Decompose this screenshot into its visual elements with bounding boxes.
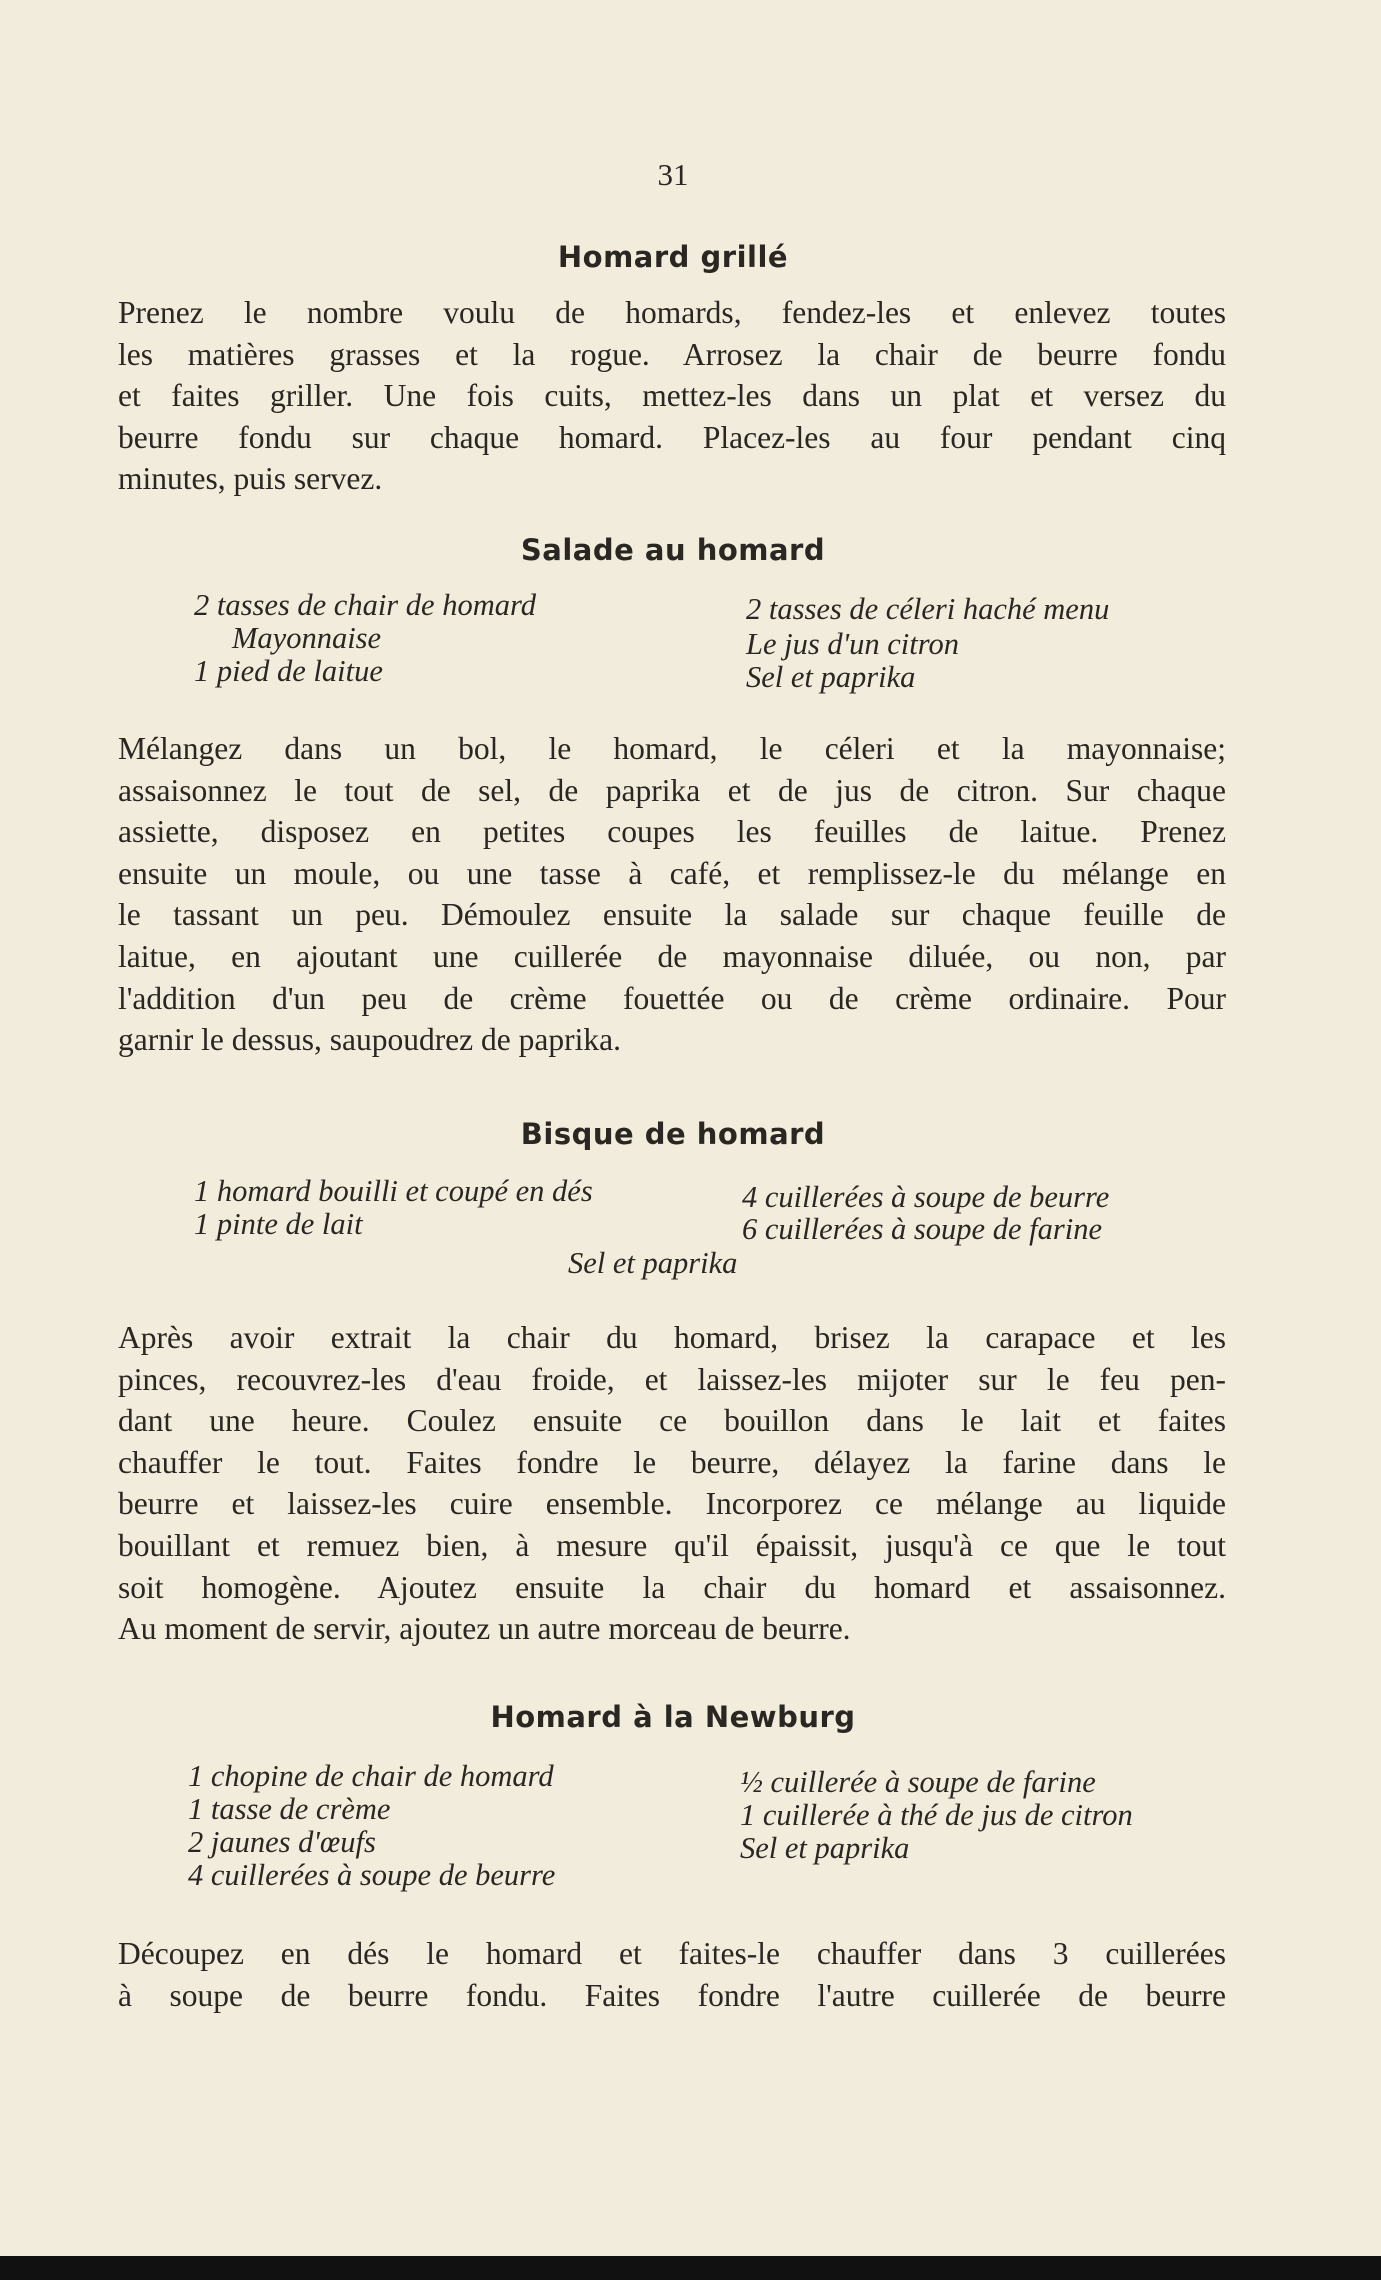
text-line: laitue, en ajoutant une cuillerée de mayonnaise diluée, ou non, par xyxy=(118,938,1226,974)
ingredient: 4 cuillerées à soupe de beurre xyxy=(742,1180,1110,1214)
ingredient: 2 jaunes d'œufs xyxy=(188,1825,376,1859)
text-line: Prenez le nombre voulu de homards, fendez-les et enlevez toutes xyxy=(118,295,1226,330)
ingredient: 1 homard bouilli et coupé en dés xyxy=(194,1174,593,1208)
text-line: beurre fondu sur chaque homard. Placez-les au four pendant cinq xyxy=(118,419,1226,455)
text-line: chauffer le tout. Faites fondre le beurre, délayez la farine dans le xyxy=(118,1444,1226,1480)
scan-bottom-edge xyxy=(0,2256,1381,2280)
ingredient: 1 tasse de crème xyxy=(188,1792,391,1826)
ingredient: ½ cuillerée à soupe de farine xyxy=(740,1765,1096,1799)
ingredient: Le jus d'un citron xyxy=(746,627,959,661)
text-line: soit homogène. Ajoutez ensuite la chair du homard et assaisonnez. xyxy=(118,1569,1226,1605)
ingredient: 4 cuillerées à soupe de beurre xyxy=(188,1858,556,1892)
text-line: Au moment de servir, ajoutez un autre morceau de beurre. xyxy=(118,1611,851,1647)
ingredient: 1 pinte de lait xyxy=(194,1207,363,1241)
recipe-title-salade-au-homard: Salade au homard xyxy=(520,533,826,567)
text-line: Découpez en dés le homard et faites-le chauffer dans 3 cuillerées xyxy=(118,1936,1226,1971)
ingredient: 2 tasses de chair de homard xyxy=(194,588,536,622)
ingredient: 2 tasses de céleri haché menu xyxy=(746,592,1110,626)
text-line: garnir le dessus, saupoudrez de paprika. xyxy=(118,1022,621,1058)
recipe-instructions-salade-au-homard xyxy=(118,728,1226,1061)
recipe-title-homard-newburg: Homard à la Newburg xyxy=(490,1700,856,1734)
text-line: les matières grasses et la rogue. Arrosez la chair de beurre fondu xyxy=(118,336,1226,372)
text-line: bouillant et remuez bien, à mesure qu'il épaissit, jusqu'à ce que le tout xyxy=(118,1527,1226,1563)
ingredient: 1 cuillerée à thé de jus de citron xyxy=(740,1798,1133,1832)
recipe-instructions-bisque-de-homard xyxy=(118,1317,1226,1650)
text-line: dant une heure. Coulez ensuite ce bouillon dans le lait et faites xyxy=(118,1403,1226,1439)
ingredient: 1 pied de laitue xyxy=(194,654,383,688)
ingredient: Sel et paprika xyxy=(568,1246,738,1280)
text-line: et faites griller. Une fois cuits, mettez-les dans un plat et versez du xyxy=(118,378,1226,414)
page-number: 31 xyxy=(657,157,689,192)
text-line: assiette, disposez en petites coupes les feuilles de laitue. Prenez xyxy=(118,814,1226,850)
recipe-instructions-homard-grille xyxy=(118,292,1226,500)
ingredient: Mayonnaise xyxy=(232,621,382,655)
text-line: le tassant un peu. Démoulez ensuite la salade sur chaque feuille de xyxy=(118,897,1226,933)
text-line: minutes, puis servez. xyxy=(118,461,383,497)
text-line: Mélangez dans un bol, le homard, le céleri et la mayonnaise; xyxy=(118,731,1226,766)
ingredient: Sel et paprika xyxy=(740,1831,910,1865)
text-line: à soupe de beurre fondu. Faites fondre l'autre cuillerée de beurre xyxy=(118,1977,1226,2013)
text-line: beurre et laissez-les cuire ensemble. Incorporez ce mélange au liquide xyxy=(118,1486,1226,1522)
text-line: Après avoir extrait la chair du homard, brisez la carapace et les xyxy=(118,1320,1226,1355)
ingredient: 1 chopine de chair de homard xyxy=(188,1759,554,1793)
recipe-title-bisque-de-homard: Bisque de homard xyxy=(520,1117,826,1151)
text-line: assaisonnez le tout de sel, de paprika et de jus de citron. Sur chaque xyxy=(118,772,1226,808)
recipe-instructions-homard-newburg xyxy=(118,1933,1226,2016)
ingredient: Sel et paprika xyxy=(746,660,916,694)
recipe-title-homard-grille: Homard grillé xyxy=(557,240,789,274)
text-line: ensuite un moule, ou une tasse à café, et remplissez-le du mélange en xyxy=(118,855,1226,891)
ingredient: 6 cuillerées à soupe de farine xyxy=(742,1212,1102,1246)
text-line: l'addition d'un peu de crème fouettée ou de crème ordinaire. Pour xyxy=(118,980,1226,1016)
text-line: pinces, recouvrez-les d'eau froide, et laissez-les mijoter sur le feu pen- xyxy=(118,1361,1226,1397)
